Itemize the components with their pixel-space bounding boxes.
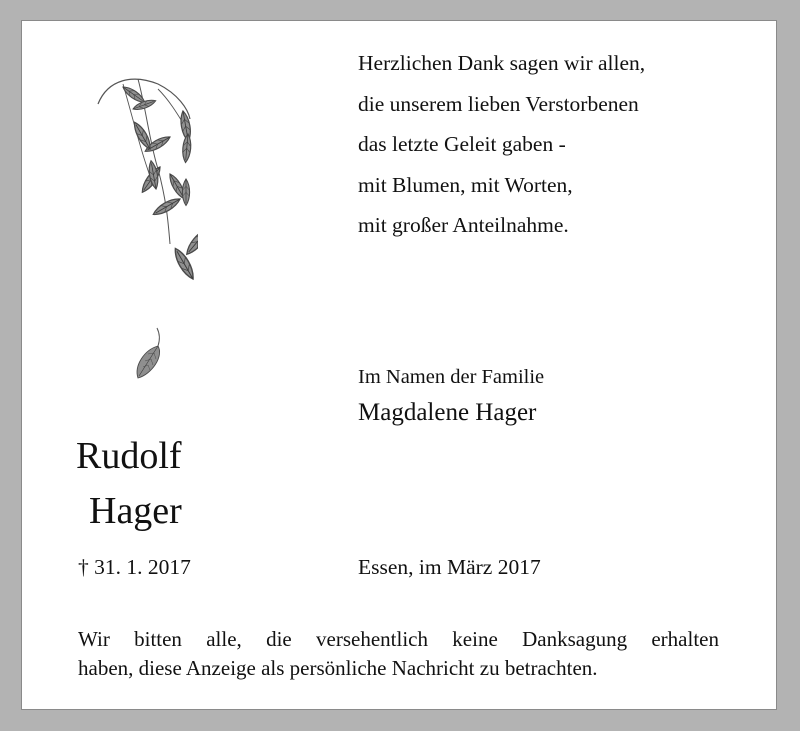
death-date: † 31. 1. 2017 [78,555,191,579]
thanks-line: mit Blumen, mit Worten, [358,172,573,197]
falling-leaf-illustration [130,326,164,381]
family-label: Im Namen der Familie [358,366,545,388]
obituary-card [21,20,777,710]
thanks-line: das letzte Geleit gaben - [358,132,566,156]
note-line: Wir bitten alle, die versehentlich keine Danksagung erhalten [78,627,719,651]
thanks-line: die unserem lieben Verstorbenen [358,91,639,116]
thanks-text [358,43,645,246]
place-date: Essen, im März 2017 [358,555,541,579]
thanks-line: Herzlichen Dank sagen wir allen, [358,51,646,75]
deceased-first-name: Rudolf [76,435,182,477]
birch-branch-illustration [78,49,198,289]
note-line: haben, diese Anzeige als persönliche Nachricht zu betrachten. [78,656,598,680]
family-name: Magdalene Hager [358,399,537,426]
closing-note [78,625,719,683]
thanks-line: mit großer Anteilnahme. [358,213,569,237]
deceased-last-name: Hager [89,490,182,532]
